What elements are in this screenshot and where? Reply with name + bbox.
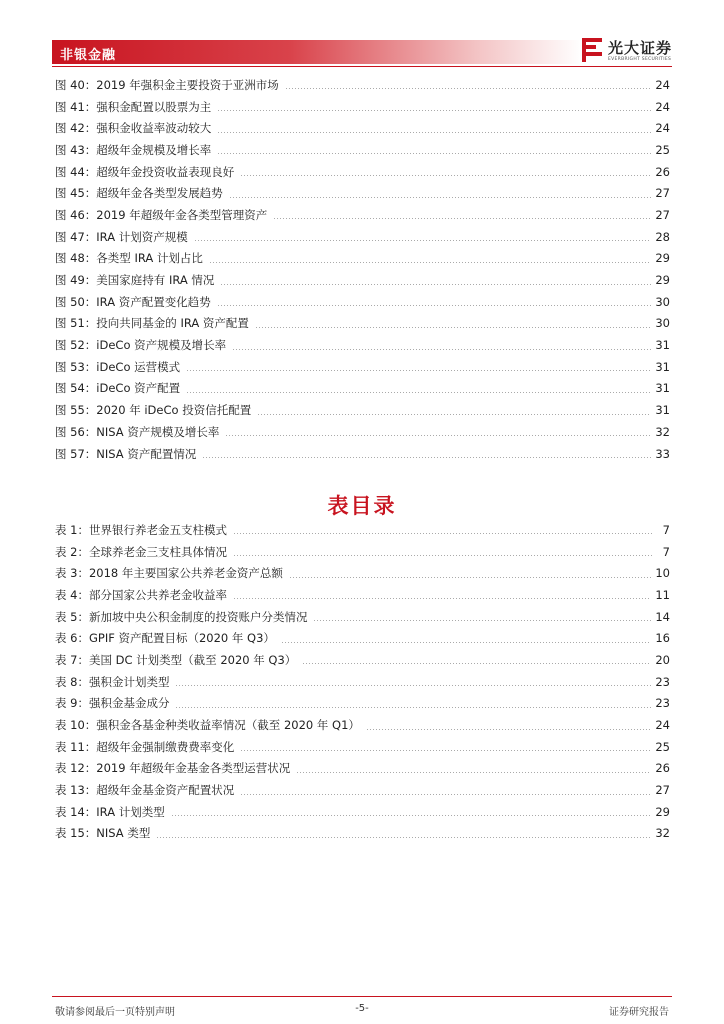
figure-toc-row[interactable] [55, 399, 670, 421]
toc-entry-page[interactable]: 16 [655, 631, 670, 646]
dot-leader [233, 555, 654, 556]
dot-leader [257, 414, 651, 415]
dot-leader [240, 794, 651, 795]
toc-entry-label[interactable]: 图 45：超级年金各类型发展趋势 [55, 186, 223, 201]
figure-index-list [55, 74, 670, 464]
toc-entry-label[interactable]: 图 50：IRA 资产配置变化趋势 [55, 294, 211, 309]
footer-divider [52, 996, 672, 997]
dot-leader [217, 153, 651, 154]
dot-leader [240, 750, 651, 751]
footer-disclaimer: 敬请参阅最后一页特别声明 [55, 1007, 175, 1018]
page-number: -5- [355, 1003, 369, 1014]
toc-entry-page[interactable]: 33 [655, 446, 670, 461]
dot-leader [156, 837, 651, 838]
figure-toc-row[interactable] [55, 139, 670, 161]
toc-entry-label[interactable]: 图 48：各类型 IRA 计划占比 [55, 251, 203, 266]
toc-entry-label[interactable]: 图 52：iDeCo 资产规模及增长率 [55, 338, 227, 353]
table-toc-row[interactable] [55, 693, 670, 715]
toc-entry-label[interactable]: 表 8：强积金计划类型 [55, 674, 170, 689]
table-toc-row[interactable] [55, 823, 670, 845]
dot-leader [302, 663, 651, 664]
toc-entry-page[interactable]: 14 [655, 609, 670, 624]
toc-entry-label[interactable]: 表 12：2019 年超级年金基金各类型运营状况 [55, 761, 291, 776]
table-index-list [55, 519, 670, 844]
table-toc-row[interactable] [55, 541, 670, 563]
toc-entry-label[interactable]: 图 43：超级年金规模及增长率 [55, 142, 212, 157]
table-toc-row[interactable] [55, 801, 670, 823]
toc-entry-label[interactable]: 表 7：美国 DC 计划类型（截至 2020 年 Q3） [55, 652, 297, 667]
figure-toc-row[interactable] [55, 443, 670, 465]
toc-entry-label[interactable]: 表 14：IRA 计划类型 [55, 804, 165, 819]
dot-leader [225, 435, 651, 436]
dot-leader [289, 577, 651, 578]
toc-entry-page[interactable]: 20 [655, 652, 670, 667]
toc-entry-page[interactable]: 32 [655, 424, 670, 439]
toc-entry-page[interactable]: 31 [655, 359, 670, 374]
toc-entry-label[interactable]: 表 5：新加坡中央公积金制度的投资账户分类情况 [55, 609, 308, 624]
dot-leader [313, 620, 651, 621]
toc-entry-label[interactable]: 图 46：2019 年超级年金各类型管理资产 [55, 207, 268, 222]
toc-entry-page[interactable]: 28 [655, 229, 670, 244]
dot-leader [240, 175, 651, 176]
toc-entry-label[interactable]: 图 54：iDeCo 资产配置 [55, 381, 181, 396]
toc-entry-page[interactable]: 29 [655, 804, 670, 819]
toc-entry-page[interactable]: 27 [655, 186, 670, 201]
table-toc-row[interactable] [55, 562, 670, 584]
toc-entry-page[interactable]: 24 [655, 718, 670, 733]
toc-entry-page[interactable]: 25 [655, 142, 670, 157]
logo-text-cn: 光大证券 [608, 39, 673, 57]
figure-toc-row[interactable] [55, 96, 670, 118]
figure-toc-row[interactable] [55, 356, 670, 378]
toc-entry-page[interactable]: 7 [662, 544, 670, 559]
toc-entry-page[interactable]: 31 [655, 381, 670, 396]
toc-entry-page[interactable]: 23 [655, 674, 670, 689]
figure-toc-row[interactable] [55, 269, 670, 291]
toc-entry-page[interactable]: 24 [655, 77, 670, 92]
dot-leader [220, 284, 651, 285]
dot-leader [186, 392, 651, 393]
dot-leader [229, 197, 652, 198]
figure-toc-row[interactable] [55, 421, 670, 443]
dot-leader [175, 685, 651, 686]
toc-entry-page[interactable]: 31 [655, 403, 670, 418]
toc-entry-page[interactable]: 29 [655, 273, 670, 288]
toc-entry-label[interactable]: 图 55：2020 年 iDeCo 投资信托配置 [55, 403, 252, 418]
toc-entry-page[interactable]: 29 [655, 251, 670, 266]
figure-toc-row[interactable] [55, 161, 670, 183]
toc-entry-label[interactable]: 图 41：强积金配置以股票为主 [55, 99, 212, 114]
table-toc-row[interactable] [55, 758, 670, 780]
dot-leader [285, 88, 652, 89]
toc-entry-page[interactable]: 26 [655, 761, 670, 776]
table-index-title: 表目录 [327, 494, 397, 518]
toc-entry-page[interactable]: 23 [655, 696, 670, 711]
page-header [0, 0, 724, 70]
dot-leader [175, 707, 651, 708]
toc-entry-page[interactable]: 31 [655, 338, 670, 353]
table-toc-row[interactable] [55, 584, 670, 606]
figure-toc-row[interactable] [55, 378, 670, 400]
dot-leader [233, 598, 651, 599]
footer-report-type: 证券研究报告 [609, 1007, 669, 1018]
table-toc-row[interactable] [55, 627, 670, 649]
toc-entry-label[interactable]: 表 6：GPIF 资产配置目标（2020 年 Q3） [55, 631, 275, 646]
table-toc-row[interactable] [55, 649, 670, 671]
toc-entry-label[interactable]: 图 53：iDeCo 运营模式 [55, 359, 181, 374]
toc-entry-label[interactable]: 图 44：超级年金投资收益表现良好 [55, 164, 235, 179]
toc-entry-label[interactable]: 图 49：美国家庭持有 IRA 情况 [55, 273, 215, 288]
dot-leader [171, 815, 652, 816]
table-toc-row[interactable] [55, 736, 670, 758]
dot-leader [232, 349, 651, 350]
toc-entry-page[interactable]: 25 [655, 739, 670, 754]
toc-entry-label[interactable]: 图 57：NISA 资产配置情况 [55, 446, 197, 461]
toc-entry-label[interactable]: 表 15：NISA 类型 [55, 826, 151, 841]
figure-toc-row[interactable] [55, 334, 670, 356]
header-divider [52, 66, 672, 67]
toc-entry-page[interactable]: 7 [662, 522, 670, 537]
table-toc-row[interactable] [55, 519, 670, 541]
dot-leader [194, 240, 652, 241]
dot-leader [255, 327, 651, 328]
dot-leader [366, 729, 651, 730]
table-toc-row[interactable] [55, 606, 670, 628]
header-band [52, 40, 582, 64]
toc-entry-page[interactable]: 27 [655, 207, 670, 222]
toc-entry-page[interactable]: 32 [655, 826, 670, 841]
toc-entry-label[interactable]: 图 47：IRA 计划资产规模 [55, 229, 188, 244]
dot-leader [217, 305, 652, 306]
dot-leader [233, 533, 654, 534]
toc-entry-label[interactable]: 表 13：超级年金基金资产配置状况 [55, 783, 235, 798]
toc-entry-label[interactable]: 表 9：强积金基金成分 [55, 696, 170, 711]
logo-text-en: EVERBRIGHT SECURITIES [608, 57, 672, 62]
dot-leader [186, 370, 651, 371]
toc-entry-label[interactable]: 表 3：2018 年主要国家公共养老金资产总额 [55, 566, 283, 581]
toc-entry-label[interactable]: 图 40：2019 年强积金主要投资于亚洲市场 [55, 77, 279, 92]
toc-entry-label[interactable]: 表 10：强积金各基金种类收益率情况（截至 2020 年 Q1） [55, 718, 360, 733]
toc-entry-page[interactable]: 27 [655, 783, 670, 798]
toc-entry-page[interactable]: 24 [655, 99, 670, 114]
toc-entry-page[interactable]: 30 [655, 294, 670, 309]
figure-toc-row[interactable] [55, 226, 670, 248]
toc-entry-label[interactable]: 表 11：超级年金强制缴费费率变化 [55, 739, 235, 754]
dot-leader [296, 772, 651, 773]
figure-toc-row[interactable] [55, 248, 670, 270]
toc-entry-label[interactable]: 图 51：投向共同基金的 IRA 资产配置 [55, 316, 249, 331]
table-toc-row[interactable] [55, 714, 670, 736]
toc-entry-label[interactable]: 表 2：全球养老金三支柱具体情况 [55, 544, 227, 559]
figure-toc-row[interactable] [55, 182, 670, 204]
figure-toc-row[interactable] [55, 291, 670, 313]
toc-entry-label[interactable]: 图 56：NISA 资产规模及增长率 [55, 424, 220, 439]
figure-toc-row[interactable] [55, 117, 670, 139]
dot-leader [217, 132, 651, 133]
toc-entry-label[interactable]: 图 42：强积金收益率波动较大 [55, 121, 212, 136]
logo-mark-icon [580, 36, 604, 64]
dot-leader [209, 262, 651, 263]
toc-entry-label[interactable]: 表 1：世界银行养老金五支柱模式 [55, 522, 227, 537]
figure-toc-row[interactable] [55, 74, 670, 96]
toc-entry-page[interactable]: 24 [655, 121, 670, 136]
toc-entry-page[interactable]: 11 [655, 587, 670, 602]
table-toc-row[interactable] [55, 671, 670, 693]
figure-toc-row[interactable] [55, 204, 670, 226]
toc-entry-page[interactable]: 26 [655, 164, 670, 179]
table-toc-row[interactable] [55, 779, 670, 801]
toc-entry-label[interactable]: 表 4：部分国家公共养老金收益率 [55, 587, 227, 602]
header-section-label: 非银金融 [60, 48, 117, 63]
brand-logo [580, 36, 690, 66]
dot-leader [273, 218, 651, 219]
dot-leader [217, 110, 651, 111]
dot-leader [202, 457, 651, 458]
toc-entry-page[interactable]: 30 [655, 316, 670, 331]
toc-entry-page[interactable]: 10 [655, 566, 670, 581]
figure-toc-row[interactable] [55, 313, 670, 335]
dot-leader [281, 642, 651, 643]
